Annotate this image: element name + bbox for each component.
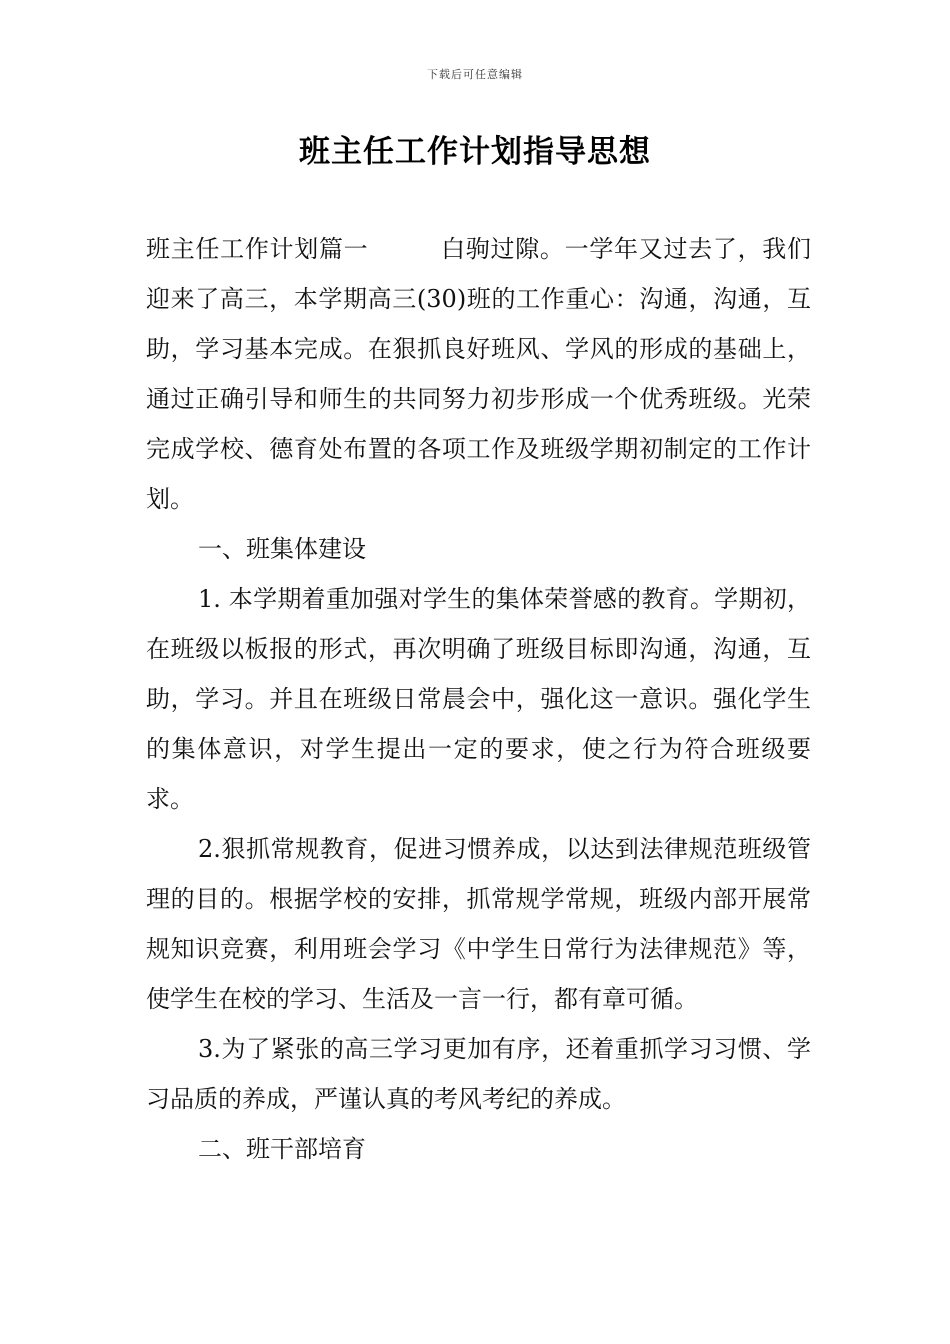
- paragraph-text: 白驹过隙。一学年又过去了，我们迎来了高三，本学期高三(30)班的工作重心：沟通，沟通，互助，学习基本完成。在狠抓良好班风、学风的形成的基础上，通过正确引导和师生的共同努力初步形成一个优秀班级。光荣完成学校、德育处布置的各项工作及班级学期初制定的工作计划。: [146, 235, 811, 513]
- paragraph-lead: 班主任工作计划篇一: [146, 235, 369, 263]
- header-note: 下载后可任意编辑: [427, 68, 523, 81]
- paragraph-item-1: 1. 本学期着重加强对学生的集体荣誉感的教育。学期初，在班级以板报的形式，再次明确了班级目标即沟通，沟通，互助，学习。并且在班级日常晨会中，强化这一意识。强化学生的集体意识，对学生提出一定的要求，使之行为符合班级要求。: [146, 585, 811, 813]
- paragraph-item-3: 3.为了紧张的高三学习更加有序，还着重抓学习习惯、学习品质的养成，严谨认真的考风考纪的养成。: [146, 1035, 811, 1113]
- section-heading-cadre-training: 二、班干部培育: [198, 1135, 366, 1163]
- document-title: 班主任工作计划指导思想: [299, 134, 651, 170]
- paragraph-item-2: 2.狠抓常规教育，促进习惯养成，以达到法律规范班级管理的目的。根据学校的安排，抓常规学常规，班级内部开展常规知识竞赛，利用班会学习《中学生日常行为法律规范》等，使学生在校的学习、生活及一言一行，都有章可循。: [146, 835, 811, 1013]
- paragraph-intro: [146, 224, 811, 524]
- section-heading-class-building: 一、班集体建设: [198, 535, 366, 563]
- document-body: [146, 224, 811, 1174]
